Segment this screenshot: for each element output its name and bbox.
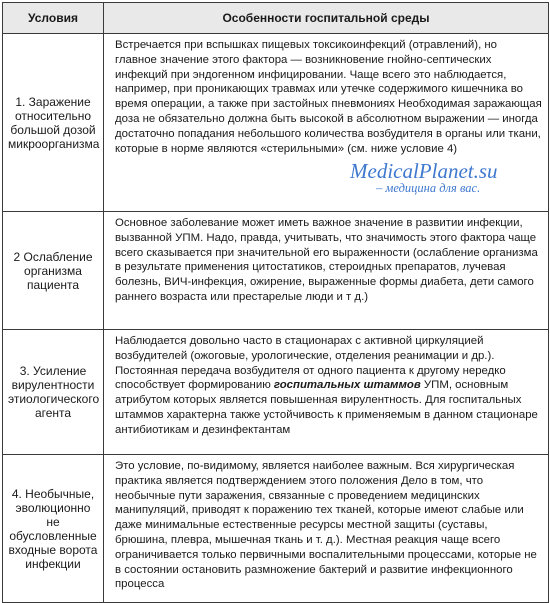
description-cell: Это условие, по-видимому, является наиболее важным. Вся хирургическая практика является подтверждением этого положения Дело в том, что необычные пути заражения, связанные с проведением медицинских манипуляций, приводят к поражению тех тканей, которые имеют слабые или даже минимальные естественные ресурсы местной защиты (суставы, брюшина, плевра, мышечная ткань и т. д.). Местная реакция чаще всего ограничивается только первичными воспалительными процессами, которые не в состоянии остановить размножение бактерий и развитие инфекционного процесса	[104, 455, 549, 603]
description-cell: Основное заболевание может иметь важное значение в развитии инфекции, вызванной УПМ. Надо, правда, учитывать, что значимость этого фактора чаще всего сказывается при значительной его выраженности (ослабление организма в результате применения цитостатиков, стероидных препаратов, лучевая болезнь, ВИЧ-инфекция, ожирение, выраженные формы диабета, дети самого раннего возраста или престарелые люди и т д.)	[104, 212, 549, 330]
condition-cell: 1. Заражение относительно большой дозой микроорганизма	[3, 34, 104, 212]
emphasized-term: госпитальных штаммов	[273, 379, 421, 392]
description-text: Наблюдается довольно часто в стационарах с активной циркуляцией возбудителей (ожоговые, урологические, отделения реанимации и др.). Постоянная передача возбудителя от одного пациента к другому нередко способствует формированию	[115, 335, 506, 392]
table-row	[3, 455, 549, 603]
table-row	[3, 330, 549, 455]
description-text: УПМ, основным атрибутом которых является повышенная вирулентность. Для госпитальных штаммов характерна также устойчивость к применяемым в данном стационаре антибиотикам и дезинфектантам	[115, 379, 538, 436]
table-row	[3, 34, 549, 212]
condition-cell: 2 Ослабление организма пациента	[3, 212, 104, 330]
conditions-table	[2, 2, 549, 603]
table-row	[3, 212, 549, 330]
column-header-hospital-features: Особенности госпитальной среды	[104, 3, 549, 34]
description-cell	[104, 330, 549, 455]
watermark-subtitle: – медицина для вас.	[376, 181, 481, 195]
condition-cell: 4. Необычные, эволюционно не обусловленные входные ворота инфекции	[3, 455, 104, 603]
watermark-title: MedicalPlanet.su	[350, 159, 498, 183]
description-cell: Встречается при вспышках пищевых токсикоинфекций (отравлений), но главное значение этого фактора — возникновение гнойно-септических инфекций при эндогенном инфицировании. Чаще всего это наблюдается, например, при проникающих травмах или утечке содержимого кишечника во время операции, а также при застойных пневмониях Необходимая заражающая доза не обязательно должна быть высокой в абсолютном выражении — иногда достаточно попадания небольшого количества возбудителя в органы или ткани, которые в норме являются «стерильными» (см. ниже условие 4)	[104, 34, 549, 212]
table-header-row	[3, 3, 549, 34]
condition-cell: 3. Усиление вирулентности этиологического агента	[3, 330, 104, 455]
column-header-conditions: Условия	[3, 3, 104, 34]
